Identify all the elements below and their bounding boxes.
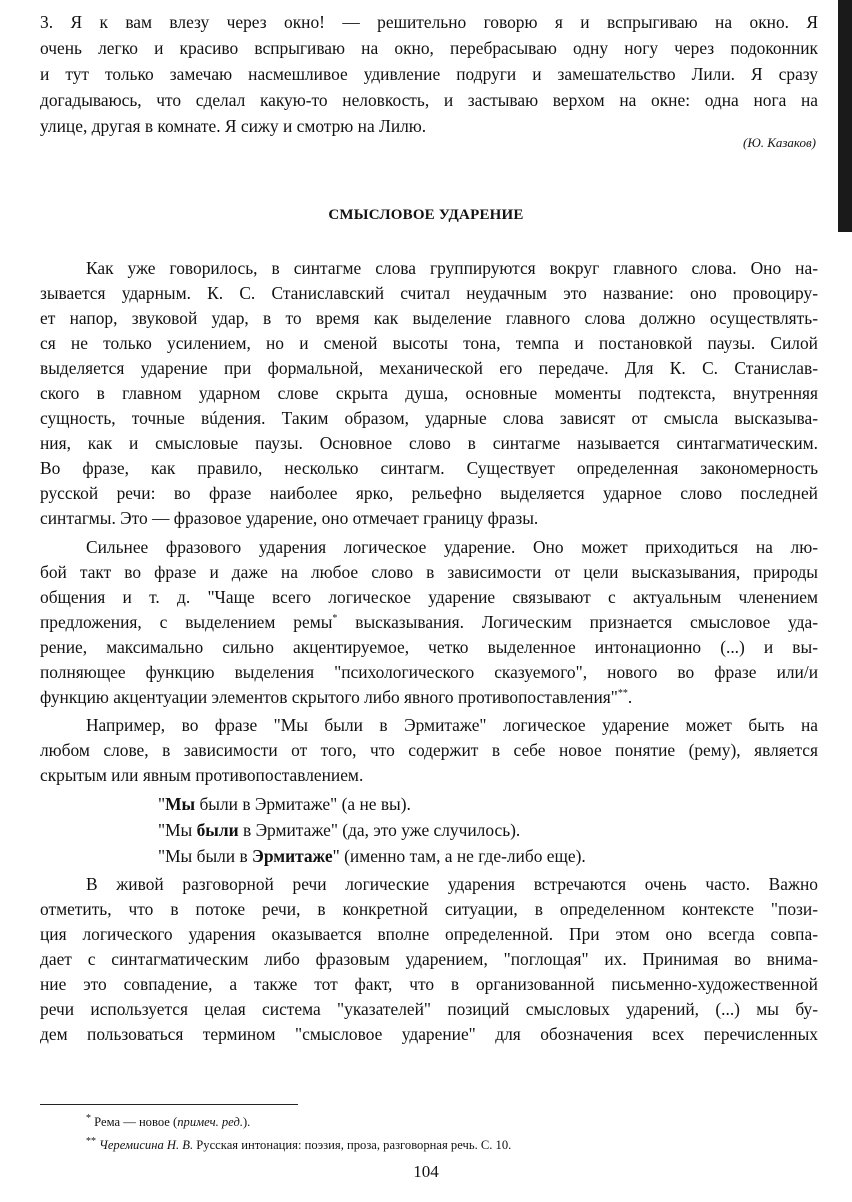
paragraph-line: ния, как и смысловые паузы. Основное слово в синтагме называется синтагматическим. <box>40 433 818 453</box>
paragraph-line: ние это совпадение, а также тот факт, что в организованной письменно-художественной <box>40 974 818 994</box>
example-line <box>158 818 520 842</box>
text-run: Русская интонация: поэзия, проза, разговорная речь. С. 10. <box>193 1138 512 1152</box>
quote-line: догадываюсь, что сделал какую-то неловкость, и застываю верхом на окне: одна нога на <box>40 90 818 110</box>
paragraph-line: ского в главном ударном слове скрыта душа, основные моменты подтекста, внутренняя <box>40 383 818 403</box>
section-heading: СМЫСЛОВОЕ УДАРЕНИЕ <box>328 207 524 223</box>
page-number: 104 <box>413 1162 439 1181</box>
paragraph-line: Как уже говорилось, в синтагме слова группируются вокруг главного слова. Оно на- <box>86 258 818 278</box>
paragraph-line: отметить, что в потоке речи, в конкретной ситуации, в определенном контексте "пози- <box>40 899 818 919</box>
quote-line: 3. Я к вам влезу через окно! — решительно говорю я и вспрыгиваю на окно. Я <box>40 12 818 32</box>
footnote-marker: * <box>86 1112 91 1124</box>
footnote-marker: * <box>332 613 338 625</box>
footnote-marker: ** <box>86 1135 96 1147</box>
paragraph-line: ция логического ударения оказывается вполне определенной. При этом оно всегда совпа- <box>40 924 818 944</box>
paragraph-line: любом слове, в зависимости от того, что содержит в себе новое понятие (рему), является <box>40 740 818 760</box>
quote-line: улице, другая в комнате. Я сижу и смотрю на Лилю. <box>40 116 427 136</box>
paragraph-line: речи используется целая система "указателей" позиций смысловых ударений, (...) мы бу- <box>40 999 818 1019</box>
text-run: примеч. ред. <box>177 1115 243 1129</box>
paragraph-line: ет напор, звуковой удар, в то время как выделение главного слова должно осуществлять- <box>40 308 818 328</box>
footnote <box>86 1135 512 1153</box>
text-run: "Мы <box>158 820 197 840</box>
paragraph-line: полняющее функцию выделения "психологического сказуемого", нового во фразе или/и <box>40 662 818 682</box>
quote-line: очень легко и красиво вспрыгиваю на окно, перебрасываю одну ногу через подоконник <box>40 38 818 58</box>
paragraph-line: В живой разговорной речи логические ударения встречаются очень часто. Важно <box>86 874 818 894</box>
quote-attribution: (Ю. Казаков) <box>742 135 816 150</box>
paragraph-line: рение, максимально сильно акцентируемое, четко выделенное интонационно (...) и вы- <box>40 637 818 657</box>
example-line <box>158 844 586 868</box>
quote-line: и тут только замечаю насмешливое удивление подруги и замешательство Лили. Я сразу <box>40 64 818 84</box>
text-run: функцию акцентуации элементов скрытого либо явного противопоставления" <box>40 687 618 707</box>
paragraph-line: дем пользоваться термином "смысловое ударение" для обозначения всех перечисленных <box>40 1024 818 1044</box>
text-run: высказывания. Логическим признается смысловое уда- <box>337 612 818 632</box>
text-run: " (именно там, а не где-либо еще). <box>332 846 586 866</box>
paragraph-line: Например, во фразе "Мы были в Эрмитаже" логическое ударение может быть на <box>86 715 818 735</box>
paragraph-line: Сильнее фразового ударения логическое ударение. Оно может приходиться на лю- <box>86 537 818 557</box>
paragraph-line <box>40 685 818 709</box>
text-run: "Мы были в <box>158 846 253 866</box>
paragraph-line: дает с синтагматическим либо фразовым ударением, "поглощая" их. Принимая во внима- <box>40 949 818 969</box>
footnote-divider <box>40 1104 298 1105</box>
text-run: были в Эрмитаже" (а не вы). <box>195 794 411 814</box>
text-run: . <box>627 687 633 707</box>
paragraph-line: бой такт во фразе и даже на любое слово в зависимости от цели высказывания, природы <box>40 562 818 582</box>
paragraph-line: русской речи: во фразе наиболее ярко, рельефно выделяется ударное слово последней <box>40 483 818 503</box>
paragraph-line: общения и т. д. "Чаще всего логическое ударение связывают с актуальным членением <box>40 587 818 607</box>
text-run: в Эрмитаже" (да, это уже случилось). <box>238 820 521 840</box>
paragraph-line: скрытым или явным противопоставлением. <box>40 765 364 785</box>
text-run: Рема — новое ( <box>91 1115 178 1129</box>
text-run: ). <box>242 1115 251 1129</box>
example-line <box>158 792 411 816</box>
emphasis: были <box>196 820 239 840</box>
paragraph-line: сущность, точные вúдения. Таким образом, ударные слова зависят от смысла высказыва- <box>40 408 818 428</box>
paragraph-line: синтагмы. Это — фразовое ударение, оно отмечает границу фразы. <box>40 508 539 528</box>
paragraph-line: Во фразе, как правило, несколько синтагм. Существует определенная закономерность <box>40 458 818 478</box>
scan-edge <box>838 0 852 232</box>
text-run: Черемисина Н. В. <box>96 1138 194 1152</box>
text-run: " <box>158 794 166 814</box>
emphasis: Мы <box>165 794 196 814</box>
paragraph-line: ся не только усилением, но и сменой высоты тона, темпа и постановкой паузы. Силой <box>40 333 818 353</box>
paragraph-line: зывается ударным. К. С. Станиславский считал неудачным это название: оно провоциру- <box>40 283 818 303</box>
emphasis: Эрмитаже <box>252 846 333 866</box>
text-run: предложения, с выделением ремы <box>40 612 333 632</box>
footnote <box>86 1112 251 1130</box>
paragraph-line: выделяется ударение при формальной, механической его передаче. Для К. С. Станислав- <box>40 358 818 378</box>
footnote-marker: ** <box>617 688 628 700</box>
paragraph-line <box>40 610 818 634</box>
